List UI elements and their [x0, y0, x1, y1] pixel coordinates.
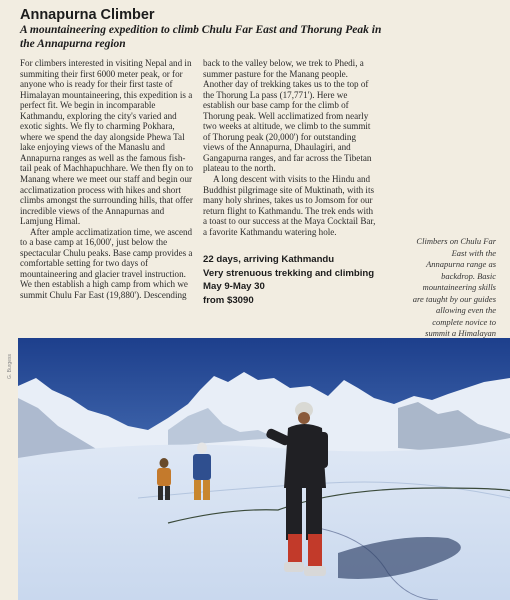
paragraph: For climbers interested in visiting Nepal and in summiting their first 6000 meter peak, or for anyone who is ready for their first taste of Himalayan mountaineering, this expedition is a perfect fit. We begin in incomparable Kathmandu, exploring the city's varied and exotic sights. We fly to charming Pokhara, where we spend the day alongside Phewa Tal lake enjoying views of the Manaslu and Annapurna ranges as well as the famous fish-tail peak of Machhapuchhare. We then fly on to Manang where we meet our staff and begin our acclimatization process with hikes and short climbs amongst the surrounding hills, that offer incredible views of the Annapurnas and Lamjung Himal. — [20, 58, 194, 227]
page-subtitle: A mountaineering expedition to climb Chulu Far East and Thorung Peak in the Annapurna region — [20, 24, 382, 50]
body-column-1 — [20, 58, 196, 301]
trip-duration: 22 days, arriving Kathmandu — [203, 254, 335, 265]
page-title: Annapurna Climber — [20, 7, 155, 23]
trip-difficulty: Very strenuous trekking and climbing — [203, 267, 375, 279]
trip-details — [203, 253, 403, 307]
trip-dates: May 9-May 30 — [203, 281, 265, 293]
trip-price: from $3090 — [203, 294, 254, 306]
photo-credit: G. Burgess — [7, 354, 13, 380]
expedition-photo — [18, 338, 510, 600]
body-column-2 — [203, 58, 379, 237]
photo-caption: Climbers on Chulu Far East with the Annapurna range as backdrop. Basic mountaineering skills are taught by our guides allowing even the complete novice to summit a Himalayan — [412, 236, 496, 338]
paragraph: back to the valley below, we trek to Phedi, a summer pasture for the Manang people. Another day of trekking takes us to the top of the Thorung La pass (17,771'). Here we establish our base camp for the climb of Thorung peak. Well acclimatized from nearly two weeks at altitude, we climb to the summit of Thorung peak (20,000') for outstanding views of the Annapurna, Dhaulagiri, and Gangapurna ranges, and far across the Tibetan plateau to the north. — [203, 58, 372, 174]
paragraph: After ample acclimatization time, we ascend to a base camp at 16,000', just below the spectacular Chulu peaks. Base camp provides a comfortable setting for two days of mountaineering and glacier travel instruction. We then establish a high camp from which we summit Chulu Far East (19,880'). Descending — [20, 226, 193, 301]
paragraph: A long descent with visits to the Hindu and Buddhist pilgrimage site of Muktinath, with its many holy shrines, takes us to Jomsom for our return flight to Kathmandu. The trek ends with a toast to our success at the Maya Cocktail Bar, a favorite Kathmandu watering hole. — [203, 174, 376, 237]
